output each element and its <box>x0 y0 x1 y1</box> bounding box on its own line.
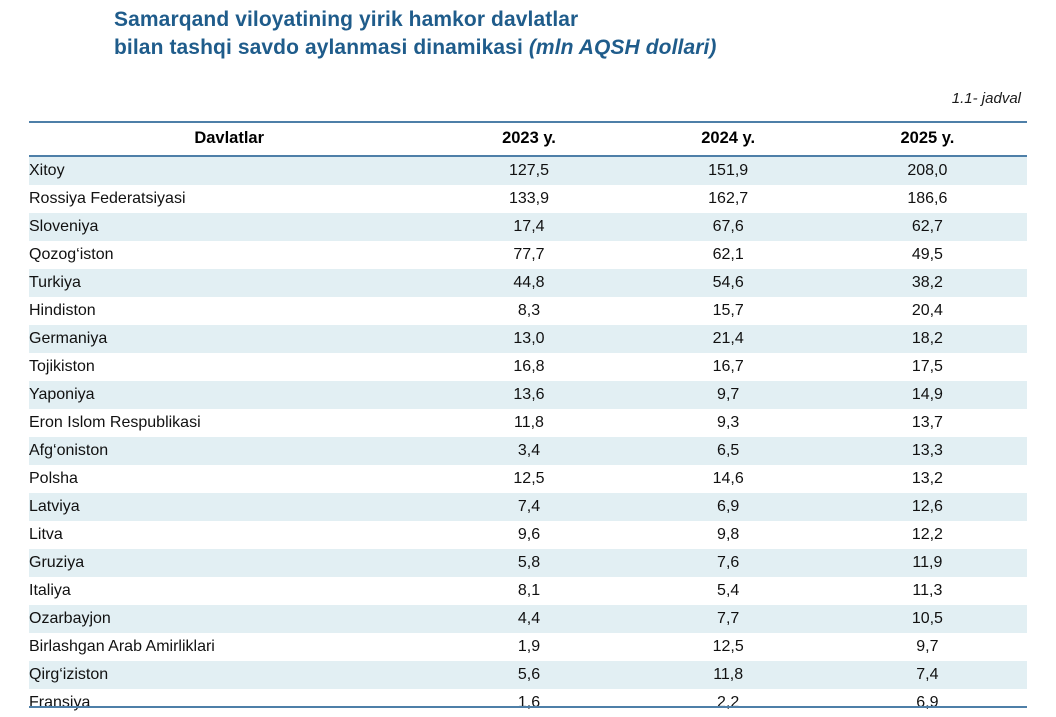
cell-2024: 7,6 <box>629 549 828 577</box>
cell-2023: 11,8 <box>429 409 628 437</box>
cell-2024: 2,2 <box>629 689 828 717</box>
cell-2025: 17,5 <box>828 353 1027 381</box>
cell-2025: 38,2 <box>828 269 1027 297</box>
cell-country: Sloveniya <box>29 213 429 241</box>
cell-country: Birlashgan Arab Amirliklari <box>29 633 429 661</box>
cell-2023: 16,8 <box>429 353 628 381</box>
table-caption: 1.1- jadval <box>951 90 1021 107</box>
cell-2024: 21,4 <box>629 325 828 353</box>
cell-2024: 54,6 <box>629 269 828 297</box>
cell-country: Latviya <box>29 493 429 521</box>
table-row <box>29 689 1027 717</box>
cell-country: Yaponiya <box>29 381 429 409</box>
cell-2024: 15,7 <box>629 297 828 325</box>
table-row <box>29 605 1027 633</box>
cell-2024: 16,7 <box>629 353 828 381</box>
table-row <box>29 437 1027 465</box>
cell-2023: 5,6 <box>429 661 628 689</box>
cell-2024: 9,8 <box>629 521 828 549</box>
cell-country: Eron Islom Respublikasi <box>29 409 429 437</box>
cell-2025: 7,4 <box>828 661 1027 689</box>
cell-2023: 13,0 <box>429 325 628 353</box>
cell-2023: 7,4 <box>429 493 628 521</box>
cell-2024: 67,6 <box>629 213 828 241</box>
cell-2025: 20,4 <box>828 297 1027 325</box>
cell-2024: 151,9 <box>629 156 828 185</box>
cell-country: Rossiya Federatsiyasi <box>29 185 429 213</box>
cell-2023: 77,7 <box>429 241 628 269</box>
table-row <box>29 325 1027 353</box>
table-row <box>29 297 1027 325</box>
column-header-2023: 2023 y. <box>429 122 628 156</box>
table-row <box>29 521 1027 549</box>
table-row <box>29 577 1027 605</box>
cell-country: Germaniya <box>29 325 429 353</box>
column-header-country: Davlatlar <box>29 122 429 156</box>
cell-2023: 127,5 <box>429 156 628 185</box>
cell-2024: 12,5 <box>629 633 828 661</box>
table-row <box>29 465 1027 493</box>
cell-2024: 62,1 <box>629 241 828 269</box>
table-header <box>29 122 1027 156</box>
cell-country: Litva <box>29 521 429 549</box>
cell-country: Gruziya <box>29 549 429 577</box>
cell-country: Qozog‘iston <box>29 241 429 269</box>
title-unit: (mln AQSH dollari) <box>528 36 717 59</box>
cell-country: Italiya <box>29 577 429 605</box>
cell-2025: 13,7 <box>828 409 1027 437</box>
cell-2023: 12,5 <box>429 465 628 493</box>
table-row <box>29 241 1027 269</box>
cell-2025: 12,2 <box>828 521 1027 549</box>
cell-2023: 1,9 <box>429 633 628 661</box>
cell-2024: 162,7 <box>629 185 828 213</box>
cell-2023: 8,3 <box>429 297 628 325</box>
cell-country: Tojikiston <box>29 353 429 381</box>
cell-2023: 133,9 <box>429 185 628 213</box>
cell-country: Ozarbayjon <box>29 605 429 633</box>
table-row <box>29 213 1027 241</box>
table-row <box>29 493 1027 521</box>
cell-2023: 1,6 <box>429 689 628 717</box>
cell-2025: 12,6 <box>828 493 1027 521</box>
cell-2025: 18,2 <box>828 325 1027 353</box>
cell-2025: 49,5 <box>828 241 1027 269</box>
table-row <box>29 353 1027 381</box>
cell-2023: 44,8 <box>429 269 628 297</box>
table-row <box>29 381 1027 409</box>
table-header-row <box>29 122 1027 156</box>
cell-country: Polsha <box>29 465 429 493</box>
cell-2023: 13,6 <box>429 381 628 409</box>
cell-2024: 9,7 <box>629 381 828 409</box>
table-row <box>29 269 1027 297</box>
cell-country: Hindiston <box>29 297 429 325</box>
page-title <box>114 6 974 62</box>
cell-2025: 14,9 <box>828 381 1027 409</box>
column-header-2025: 2025 y. <box>828 122 1027 156</box>
column-header-2024: 2024 y. <box>629 122 828 156</box>
cell-2025: 10,5 <box>828 605 1027 633</box>
cell-2025: 11,3 <box>828 577 1027 605</box>
cell-2024: 11,8 <box>629 661 828 689</box>
cell-country: Xitoy <box>29 156 429 185</box>
title-line-2-main: bilan tashqi savdo aylanmasi dinamikasi <box>114 36 523 59</box>
cell-2024: 9,3 <box>629 409 828 437</box>
cell-2025: 208,0 <box>828 156 1027 185</box>
cell-2023: 9,6 <box>429 521 628 549</box>
title-line-2 <box>114 34 974 62</box>
cell-country: Qirg‘iziston <box>29 661 429 689</box>
cell-2023: 5,8 <box>429 549 628 577</box>
cell-2025: 186,6 <box>828 185 1027 213</box>
cell-2025: 11,9 <box>828 549 1027 577</box>
cell-2025: 62,7 <box>828 213 1027 241</box>
cell-2024: 5,4 <box>629 577 828 605</box>
cell-country: Afg‘oniston <box>29 437 429 465</box>
cell-2024: 7,7 <box>629 605 828 633</box>
cell-2025: 13,3 <box>828 437 1027 465</box>
cell-2024: 6,5 <box>629 437 828 465</box>
table-row <box>29 185 1027 213</box>
table-bottom-rule <box>29 706 1027 708</box>
table-row <box>29 549 1027 577</box>
trade-turnover-table <box>29 121 1027 717</box>
cell-2025: 9,7 <box>828 633 1027 661</box>
cell-country: Turkiya <box>29 269 429 297</box>
table-row <box>29 156 1027 185</box>
cell-2025: 13,2 <box>828 465 1027 493</box>
cell-country: Fransiya <box>29 689 429 717</box>
cell-2023: 8,1 <box>429 577 628 605</box>
table-row <box>29 661 1027 689</box>
table-row <box>29 409 1027 437</box>
table-row <box>29 633 1027 661</box>
cell-2024: 14,6 <box>629 465 828 493</box>
table-body <box>29 156 1027 717</box>
cell-2023: 3,4 <box>429 437 628 465</box>
cell-2023: 17,4 <box>429 213 628 241</box>
cell-2023: 4,4 <box>429 605 628 633</box>
cell-2024: 6,9 <box>629 493 828 521</box>
title-line-1: Samarqand viloyatining yirik hamkor davlatlar <box>114 8 579 31</box>
cell-2025: 6,9 <box>828 689 1027 717</box>
